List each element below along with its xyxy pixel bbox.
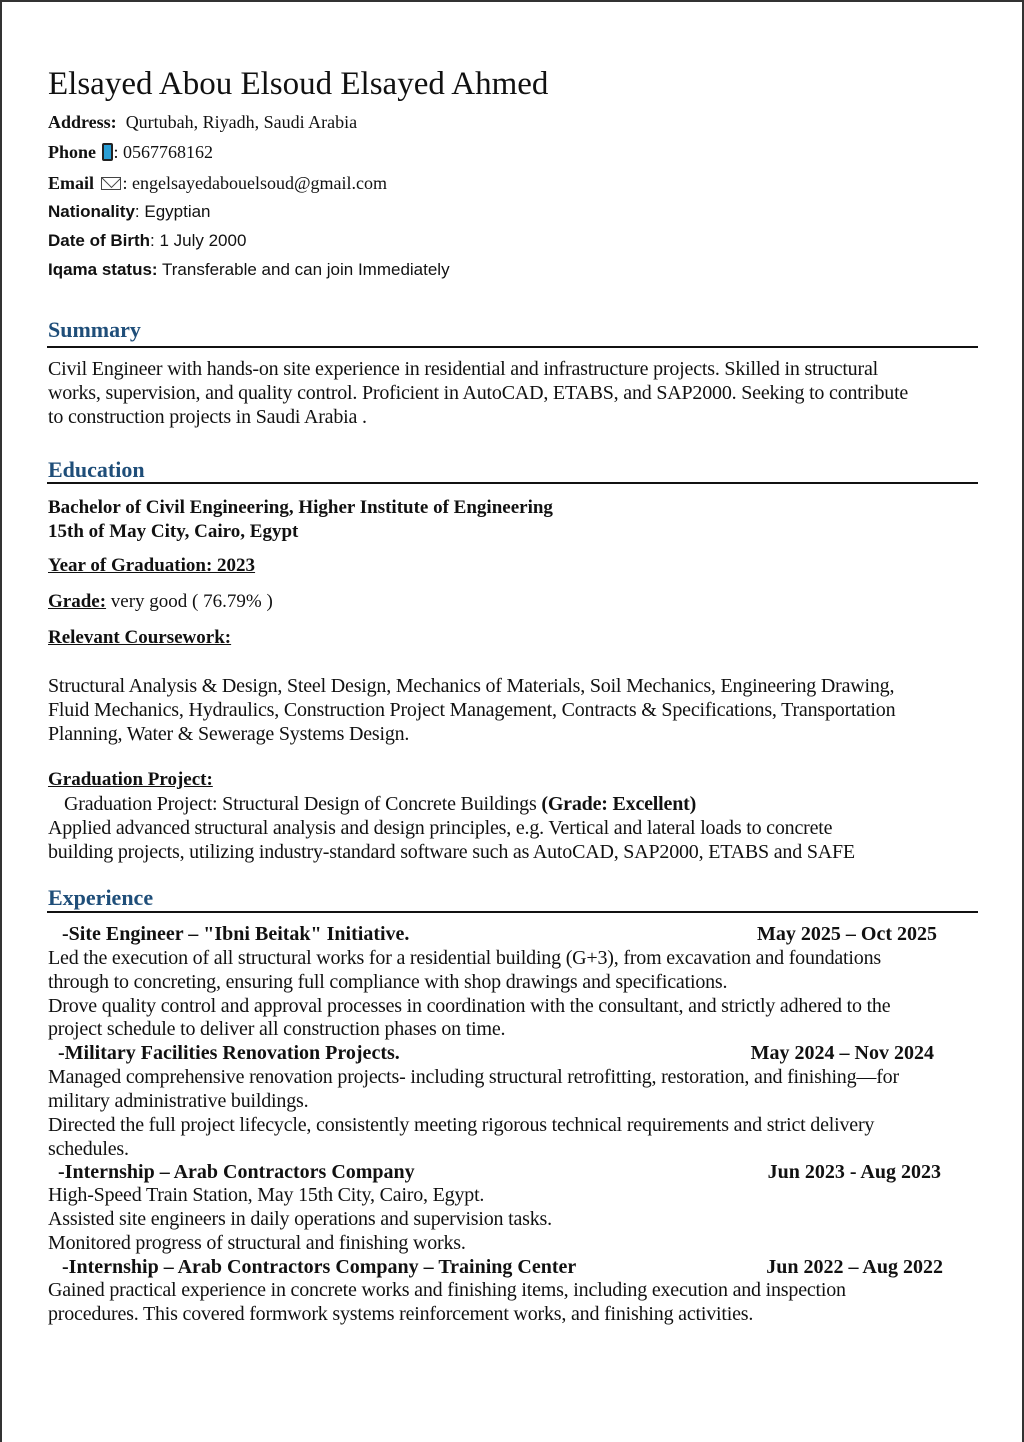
dob-label: Date of Birth bbox=[48, 231, 150, 250]
coursework-line: Fluid Mechanics, Hydraulics, Construction Project Management, Contracts & Specifications, Transportation bbox=[48, 699, 896, 721]
phone-value: : 0567768162 bbox=[113, 142, 214, 162]
job-line: Managed comprehensive renovation projects- including structural retrofitting, restoration, and finishing—for bbox=[48, 1066, 899, 1088]
email-value: : engelsayedabouelsoud@gmail.com bbox=[122, 173, 388, 193]
job-title: -Site Engineer – "Ibni Beitak" Initiative. bbox=[62, 923, 410, 945]
dob-value: : 1 July 2000 bbox=[150, 231, 247, 250]
job-line: Gained practical experience in concrete works and finishing items, including execution and inspection bbox=[48, 1279, 846, 1301]
address-line bbox=[48, 110, 357, 134]
graduation-project-label: Graduation Project: bbox=[48, 769, 213, 790]
grade-label: Grade: bbox=[48, 591, 107, 612]
job-line: High-Speed Train Station, May 15th City, Cairo, Egypt. bbox=[48, 1184, 485, 1206]
coursework-line: Structural Analysis & Design, Steel Design, Mechanics of Materials, Soil Mechanics, Engineering Drawing, bbox=[48, 675, 895, 697]
project-line: Applied advanced structural analysis and design principles, e.g. Vertical and lateral loads to concrete bbox=[48, 817, 833, 839]
job-line: Drove quality control and approval processes in coordination with the consultant, and strictly adhered to the bbox=[48, 995, 891, 1017]
job-line: through to concreting, ensuring full compliance with shop drawings and specifications. bbox=[48, 971, 728, 993]
job-line: Directed the full project lifecycle, consistently meeting rigorous technical requirements and strict delivery bbox=[48, 1114, 875, 1136]
phone-line bbox=[48, 140, 213, 164]
email-line bbox=[48, 171, 387, 195]
job-line: procedures. This covered formwork systems reinforcement works, and finishing activities. bbox=[48, 1303, 754, 1325]
project-line: building projects, utilizing industry-standard software such as AutoCAD, SAP2000, ETABS and SAFE bbox=[48, 841, 855, 863]
job-line: Led the execution of all structural works for a residential building (G+3), from excavation and foundations bbox=[48, 947, 881, 969]
graduation-project-title bbox=[64, 792, 696, 816]
education-divider bbox=[47, 482, 978, 484]
email-icon bbox=[101, 177, 121, 190]
coursework-line: Planning, Water & Sewerage Systems Design. bbox=[48, 723, 410, 745]
iqama-label: Iqama status: bbox=[48, 260, 158, 279]
institution-location: 15th of May City, Cairo, Egypt bbox=[48, 521, 299, 542]
job-title: -Military Facilities Renovation Projects. bbox=[58, 1042, 400, 1064]
graduation-year: Year of Graduation: 2023 bbox=[48, 555, 256, 576]
experience-heading: Experience bbox=[48, 885, 154, 910]
experience-divider bbox=[47, 911, 978, 913]
dob-line bbox=[48, 229, 246, 253]
phone-icon bbox=[102, 143, 113, 161]
job-dates: May 2024 – Nov 2024 bbox=[750, 1042, 934, 1064]
job-line: Assisted site engineers in daily operations and supervision tasks. bbox=[48, 1208, 552, 1230]
job-dates: Jun 2022 – Aug 2022 bbox=[766, 1256, 943, 1278]
summary-heading: Summary bbox=[48, 317, 141, 342]
grade-line bbox=[48, 590, 273, 614]
degree: Bachelor of Civil Engineering, Higher Institute of Engineering bbox=[48, 497, 553, 518]
candidate-name: Elsayed Abou Elsoud Elsayed Ahmed bbox=[48, 66, 549, 102]
job-title: -Internship – Arab Contractors Company – Training Center bbox=[62, 1256, 577, 1278]
coursework-label: Relevant Coursework: bbox=[48, 627, 232, 648]
nationality-line bbox=[48, 200, 211, 224]
summary-divider bbox=[47, 346, 978, 348]
job-title: -Internship – Arab Contractors Company bbox=[58, 1161, 415, 1183]
job-line: schedules. bbox=[48, 1138, 129, 1160]
education-heading: Education bbox=[48, 457, 145, 482]
summary-line: to construction projects in Saudi Arabia . bbox=[48, 406, 367, 428]
job-line: military administrative buildings. bbox=[48, 1090, 309, 1112]
summary-line: works, supervision, and quality control. Proficient in AutoCAD, ETABS, and SAP2000. Seeking to contribute bbox=[48, 382, 909, 404]
iqama-value: Transferable and can join Immediately bbox=[162, 260, 450, 279]
iqama-line bbox=[48, 258, 450, 282]
nationality-value: : Egyptian bbox=[134, 202, 211, 221]
job-dates: Jun 2023 - Aug 2023 bbox=[767, 1161, 941, 1183]
project-grade: (Grade: Excellent) bbox=[541, 793, 697, 815]
job-dates: May 2025 – Oct 2025 bbox=[757, 923, 937, 945]
job-line: project schedule to deliver all construction phases on time. bbox=[48, 1018, 506, 1040]
phone-label: Phone bbox=[48, 142, 97, 162]
summary-line: Civil Engineer with hands-on site experience in residential and infrastructure projects. Skilled in structural bbox=[48, 358, 878, 380]
grade-value: very good ( 76.79% ) bbox=[106, 591, 273, 612]
address-label: Address: bbox=[48, 112, 117, 132]
job-line: Monitored progress of structural and finishing works. bbox=[48, 1232, 466, 1254]
address-value: Qurtubah, Riyadh, Saudi Arabia bbox=[125, 112, 358, 132]
email-label: Email bbox=[48, 173, 95, 193]
nationality-label: Nationality bbox=[48, 202, 135, 221]
project-title: Graduation Project: Structural Design of Concrete Buildings bbox=[64, 793, 542, 815]
